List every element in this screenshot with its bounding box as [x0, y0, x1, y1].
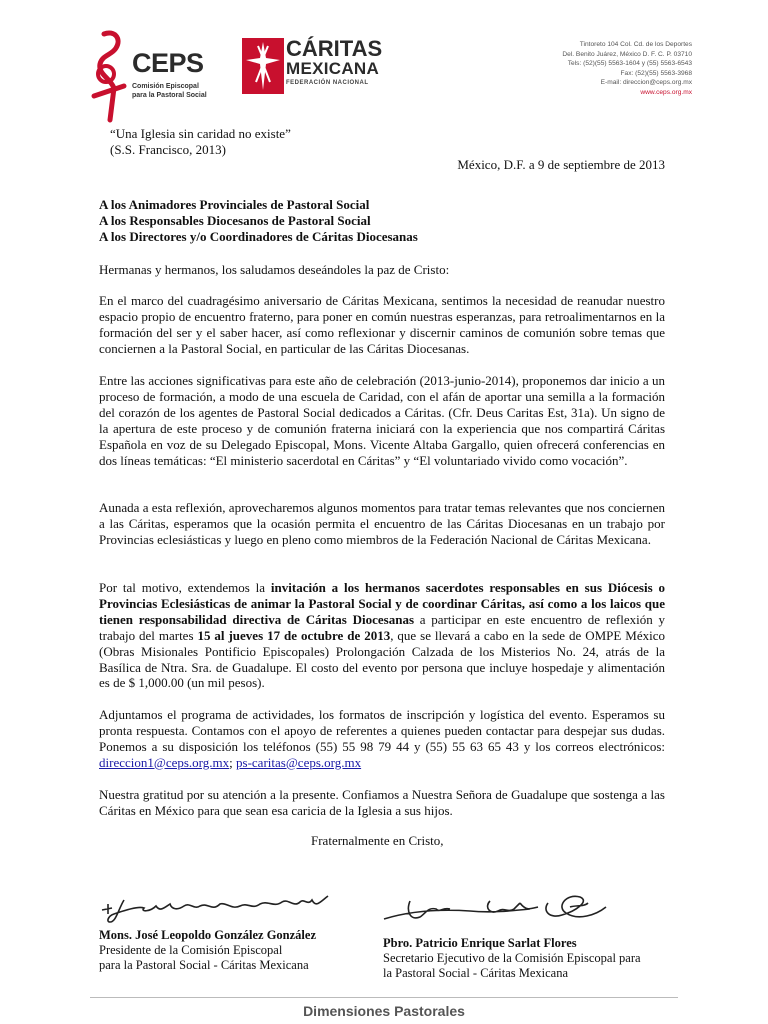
signer-1-name: Mons. José Leopoldo González González: [99, 928, 316, 942]
footer-title: Dimensiones Pastorales: [303, 1003, 465, 1019]
closing-salutation: Fraternalmente en Cristo,: [311, 833, 444, 848]
recipient-line: A los Directores y/o Coordinadores de Cáritas Diocesanas: [99, 229, 418, 244]
email-link-ps-caritas[interactable]: ps-caritas@ceps.org.mx: [236, 754, 362, 770]
address-website-link[interactable]: www.ceps.org.mx: [640, 88, 692, 96]
signer-1: [99, 928, 316, 973]
paragraph-6: Nuestra gratitud por su atención a la presente. Confiamos a Nuestra Señora de Guadalupe que sostenga a las Cáritas en México para que sean esa caricia de la Iglesia a sus hijos.: [99, 787, 665, 818]
address-line: Tintoreto 104 Col. Cd. de los Deportes: [579, 41, 692, 48]
recipient-line: A los Responsables Diocesanos de Pastoral Social: [99, 213, 371, 228]
invitation-bold: invitación a los hermanos sacerdotes responsables en sus Diócesis o Provincias Eclesiásticas de animar la Pastoral Social y de coordinar Cáritas, así como a los laicos que tienen responsabilidad directiva de Cáritas Diocesanas: [99, 580, 665, 627]
paragraph-1: En el marco del cuadragésimo aniversario de Cáritas Mexicana, sentimos la necesidad de reanudar nuestro espacio propio de encuentro fraterno, para poner en común nuestras esperanzas, para retroalimentarnos en la formación del ser y el saber hacer, así como reflexionar y discernir caminos de comunión sobre temas que conciernen a la Pastoral Social, en particular de las Cáritas Diocesanas.: [99, 293, 665, 356]
epigraph-quote: “Una Iglesia sin caridad no existe” (S.S. Francisco, 2013): [110, 126, 291, 157]
email-link-direccion1[interactable]: direccion1@ceps.org.mx: [99, 754, 230, 770]
ceps-logo: [90, 30, 230, 125]
signer-1-role: Presidente de la Comisión Episcopal: [99, 943, 283, 957]
recipients: [99, 197, 418, 245]
caritas-name-line2: MEXICANA: [286, 59, 380, 78]
letter-date: México, D.F. a 9 de septiembre de 2013: [457, 157, 665, 172]
paragraph-4: Por tal motivo, extendemos la invitación a los hermanos sacerdotes responsables en sus Diócesis o Provincias Eclesiásticas de animar la Pastoral Social y de coordinar Cáritas, así como a los laicos que tienen responsabilidad directiva de Cáritas Diocesanas a participar en este encuentro de reflexión y trabajo del martes 15 al jueves 17 de octubre de 2013, que se llevará a cabo en la sede de OMPE México (Obras Misionales Pontificio Episcopales) Prolongación Calzada de los Misterios No. 24, atrás de la Basílica de Ntra. Sra. de Guadalupe. El costo del evento por persona que incluye hospedaje y alimentación es de $ 1,000.00 (un mil pesos).: [99, 580, 665, 691]
caritas-federation: FEDERACIÓN NACIONAL: [286, 80, 369, 86]
ceps-name: CEPS: [132, 48, 204, 78]
recipient-line: A los Animadores Provinciales de Pastoral Social: [99, 197, 370, 212]
event-dates-bold: 15 al jueves 17 de octubre de 2013: [197, 627, 391, 643]
caritas-logo: [242, 38, 392, 98]
signer-2-name: Pbro. Patricio Enrique Sarlat Flores: [383, 936, 577, 950]
address-fax: Fax: (52)(55) 5563-3968: [620, 69, 692, 77]
footer-divider: [90, 997, 678, 998]
address-email: E-mail: direccion@ceps.org.mx: [600, 79, 692, 87]
paragraph-3: Aunada a esta reflexión, aprovecharemos algunos momentos para tratar temas relevantes que nos conciernen a las Cáritas, esperamos que la ocasión permita el encuentro de las Cáritas Diocesanas en un trabajo por Provincias eclesiásticas y luego en pleno como miembros de la Federación Nacional de Cáritas Mexicana.: [99, 500, 665, 547]
signer-2-role: la Pastoral Social - Cáritas Mexicana: [383, 966, 569, 980]
signer-1-role: para la Pastoral Social - Cáritas Mexicana: [99, 958, 309, 972]
paragraph-2: Entre las acciones significativas para este año de celebración (2013-junio-2014), proponemos dar inicio a un proceso de formación, a modo de una escuela de Caridad, con el afán de aportar una semilla a la formación del corazón de los agentes de Pastoral Social dedicados a Cáritas. (Cfr. Deus Caritas Est, 31a). Un signo de la apertura de este proceso y de comunión fraterna iniciará con la experiencia que nos compartirá Cáritas Española en voz de su Delegado Episcopal, Mons. Vicente Altaba Gargallo, quien ofrecerá conferencias en dos líneas temáticas: “El ministerio sacerdotal en Cáritas” y “El voluntariado vivido como vocación”.: [99, 373, 665, 468]
address-line: Del. Benito Juárez, México D. F. C. P. 03710: [562, 50, 692, 58]
signature-1-image: [98, 888, 338, 928]
ceps-emblem-icon: [90, 30, 130, 125]
header-address: [562, 40, 692, 98]
greeting: Hermanas y hermanos, los saludamos deseándoles la paz de Cristo:: [99, 262, 450, 277]
signature-2-image: [380, 893, 615, 935]
paragraph-5: Adjuntamos el programa de actividades, los formatos de inscripción y logística del evento. Esperamos su pronta respuesta. Contamos con el apoyo de referentes a quienes pueden contactar para despejar sus dudas. Ponemos a su disposición los teléfonos (55) 55 98 79 44 y (55) 55 63 65 43 y los correos electrónicos: direccion1@ceps.org.mx; ps-caritas@ceps.org.mx: [99, 707, 665, 770]
address-phones: Tels: (52)(55) 5563-1604 y (55) 5563-6543: [567, 60, 692, 68]
signer-2-role: Secretario Ejecutivo de la Comisión Episcopal para: [383, 951, 641, 965]
ceps-subtitle: Comisión Episcopal para la Pastoral Social: [132, 83, 207, 99]
caritas-name-line1: CÁRITAS: [286, 36, 383, 61]
signer-2: [383, 936, 641, 981]
caritas-cross-icon: [242, 38, 284, 94]
